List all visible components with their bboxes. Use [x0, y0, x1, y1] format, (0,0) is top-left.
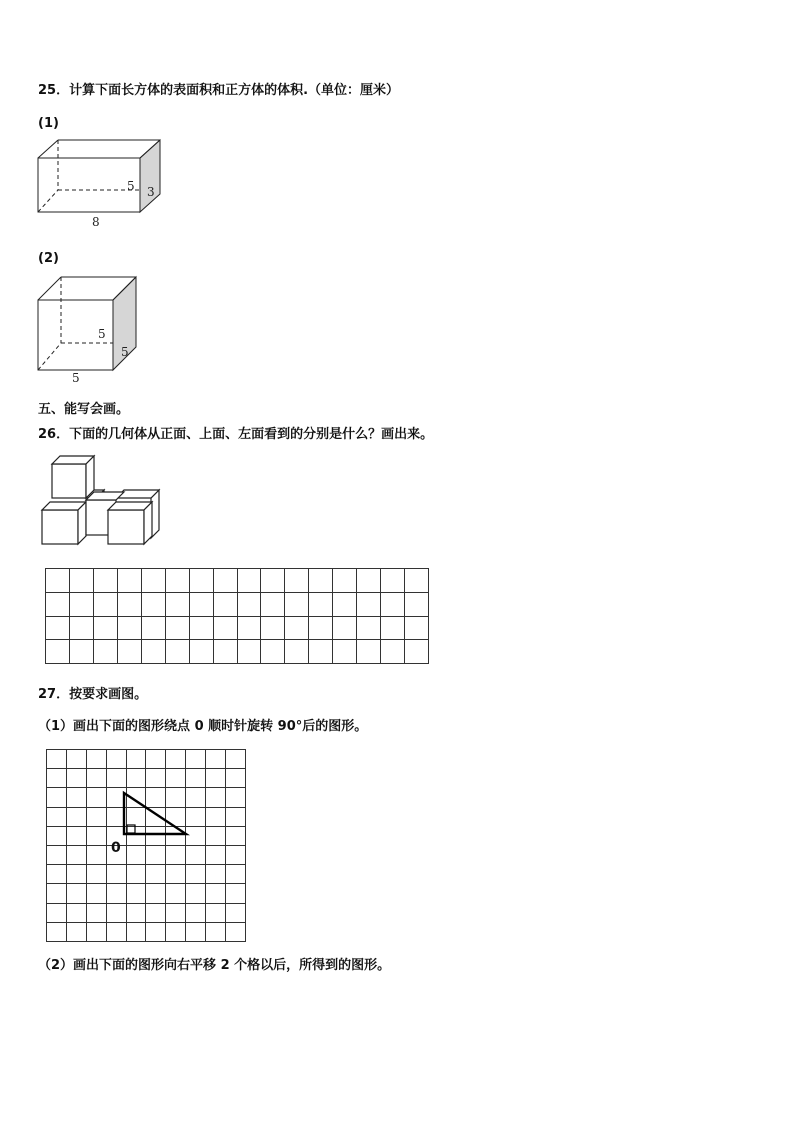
cuboid-height-label: 3	[147, 185, 155, 199]
grid-cell[interactable]	[106, 884, 126, 903]
grid-cell[interactable]	[285, 592, 309, 616]
q25-title: 25．计算下面长方体的表面积和正方体的体积.（单位：厘米）	[38, 83, 400, 98]
grid-cell[interactable]	[186, 884, 206, 903]
grid-cell[interactable]	[405, 569, 429, 593]
grid-cell[interactable]	[333, 569, 357, 593]
grid-cell[interactable]	[206, 884, 226, 903]
grid-cell[interactable]	[47, 865, 67, 884]
grid-cell[interactable]	[47, 903, 67, 922]
grid-cell[interactable]	[206, 903, 226, 922]
grid-cell[interactable]	[261, 616, 285, 640]
grid-row	[47, 922, 246, 941]
grid-cell[interactable]	[309, 569, 333, 593]
grid-cell[interactable]	[126, 903, 146, 922]
grid-cell[interactable]	[86, 903, 106, 922]
grid-cell[interactable]	[66, 865, 86, 884]
grid-cell[interactable]	[166, 865, 186, 884]
grid-cell[interactable]	[333, 592, 357, 616]
grid-cell[interactable]	[226, 884, 246, 903]
q25-part1-label: (1)	[38, 116, 59, 131]
q25-part2-label: (2)	[38, 251, 59, 266]
grid-cell[interactable]	[66, 884, 86, 903]
grid-cell[interactable]	[146, 903, 166, 922]
grid-cell[interactable]	[405, 592, 429, 616]
cube-height-label: 5	[98, 327, 106, 341]
grid-cell[interactable]	[261, 640, 285, 664]
point-o-label: 0	[111, 840, 121, 856]
grid-cell[interactable]	[86, 884, 106, 903]
grid-cell[interactable]	[381, 569, 405, 593]
cuboid-length-label: 8	[92, 215, 100, 229]
q27-part1: （1）画出下面的图形绕点 0 顺时针旋转 90°后的图形。	[38, 719, 368, 734]
section5-title: 五、能写会画。	[38, 402, 130, 417]
grid-cell[interactable]	[285, 569, 309, 593]
grid-cell[interactable]	[146, 884, 166, 903]
grid-cell[interactable]	[405, 640, 429, 664]
grid-cell[interactable]	[206, 922, 226, 941]
grid-cell[interactable]	[126, 922, 146, 941]
grid-cell[interactable]	[381, 592, 405, 616]
grid-cell[interactable]	[261, 592, 285, 616]
grid-cell[interactable]	[126, 865, 146, 884]
grid-cell[interactable]	[309, 640, 333, 664]
q26-title: 26．下面的几何体从正面、上面、左面看到的分别是什么？画出来。	[38, 427, 434, 442]
grid-cell[interactable]	[47, 922, 67, 941]
grid-cell[interactable]	[309, 592, 333, 616]
triangle-figure	[0, 0, 260, 860]
grid-cell[interactable]	[66, 903, 86, 922]
grid-cell[interactable]	[357, 640, 381, 664]
grid-cell[interactable]	[166, 903, 186, 922]
grid-cell[interactable]	[285, 640, 309, 664]
q27-part2: （2）画出下面的图形向右平移 2 个格以后，所得到的图形。	[38, 958, 391, 973]
right-triangle	[124, 793, 186, 834]
grid-cell[interactable]	[405, 616, 429, 640]
grid-cell[interactable]	[186, 865, 206, 884]
grid-cell[interactable]	[126, 884, 146, 903]
grid-cell[interactable]	[66, 922, 86, 941]
grid-cell[interactable]	[357, 616, 381, 640]
cuboid-width-label: 5	[127, 179, 135, 193]
grid-cell[interactable]	[166, 884, 186, 903]
grid-cell[interactable]	[86, 865, 106, 884]
grid-cell[interactable]	[186, 903, 206, 922]
grid-cell[interactable]	[106, 922, 126, 941]
grid-cell[interactable]	[381, 616, 405, 640]
grid-cell[interactable]	[226, 903, 246, 922]
grid-cell[interactable]	[333, 640, 357, 664]
grid-cell[interactable]	[261, 569, 285, 593]
grid-cell[interactable]	[86, 922, 106, 941]
grid-cell[interactable]	[146, 922, 166, 941]
grid-cell[interactable]	[186, 922, 206, 941]
grid-cell[interactable]	[285, 616, 309, 640]
grid-cell[interactable]	[47, 884, 67, 903]
right-angle-mark	[127, 825, 135, 833]
grid-cell[interactable]	[166, 922, 186, 941]
grid-cell[interactable]	[309, 616, 333, 640]
grid-cell[interactable]	[357, 569, 381, 593]
grid-cell[interactable]	[146, 865, 166, 884]
grid-row	[47, 884, 246, 903]
grid-cell[interactable]	[106, 903, 126, 922]
grid-cell[interactable]	[106, 865, 126, 884]
grid-row	[47, 903, 246, 922]
grid-cell[interactable]	[381, 640, 405, 664]
q27-title: 27．按要求画图。	[38, 687, 148, 702]
grid-row	[47, 865, 246, 884]
grid-cell[interactable]	[357, 592, 381, 616]
grid-cell[interactable]	[226, 922, 246, 941]
grid-cell[interactable]	[226, 865, 246, 884]
grid-cell[interactable]	[206, 865, 226, 884]
grid-cell[interactable]	[333, 616, 357, 640]
cube-depth-label: 5	[121, 345, 129, 359]
cube-length-label: 5	[72, 371, 80, 385]
